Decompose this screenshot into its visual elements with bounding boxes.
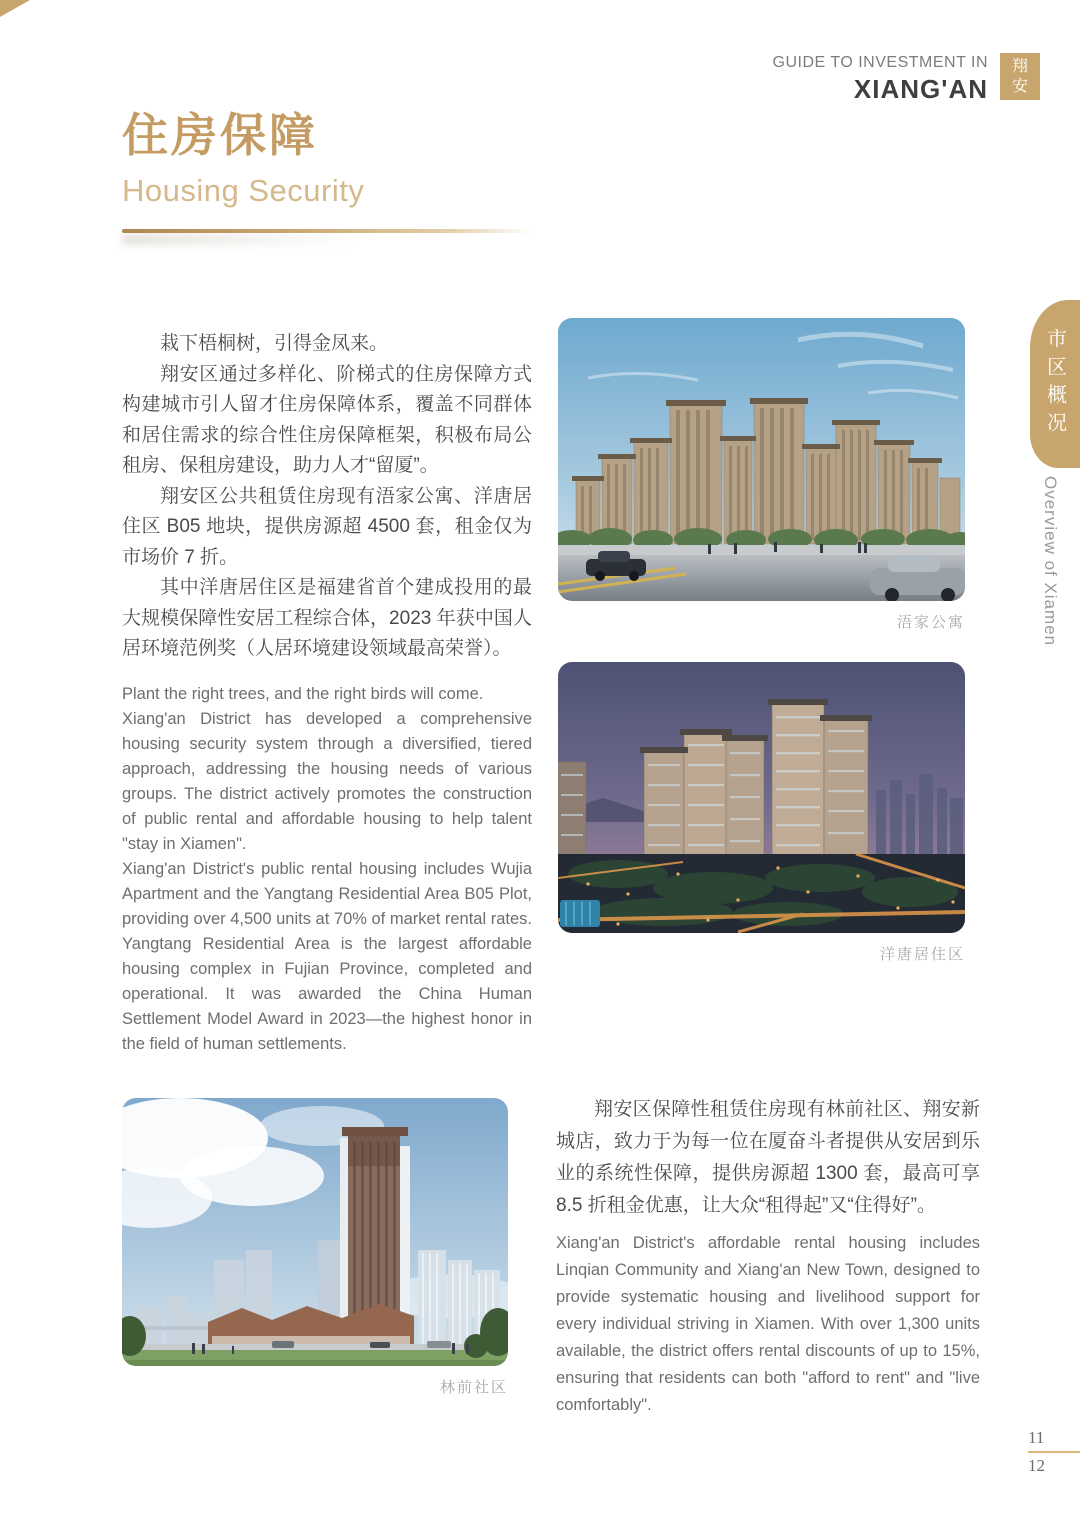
photo-caption: 浯家公寓: [896, 614, 965, 631]
header-kicker: GUIDE TO INVESTMENT IN: [772, 54, 988, 71]
logo-char-top: 翔: [1011, 57, 1028, 75]
article-paragraph-en: Plant the right trees, and the right birds will come.: [122, 684, 484, 703]
article-paragraph-en: Xiang'an District has developed a comprehensive housing security system through a diversified, tiered approach, addressing the housing needs of various groups. The district actively promotes the construction of public rental and affordable housing to help talent "stay in Xiamen".: [122, 709, 532, 853]
photo-linqian: [122, 1098, 508, 1397]
linqian-photo-art: [122, 1098, 508, 1366]
article-paragraph-zh: 翔安区公共租赁住房现有浯家公寓、洋唐居住区 B05 地块，提供房源超 4500 套，租金仅为市场价 7 折。: [122, 485, 532, 568]
bottom-zh: [556, 1094, 980, 1222]
sidebar-tab-label-zh: 市区概况: [1043, 328, 1066, 440]
photo-caption: 洋唐居住区: [879, 946, 965, 963]
page-number-bottom: 12: [1028, 1456, 1045, 1475]
title-underline: [122, 229, 532, 233]
article-column: [122, 329, 532, 1057]
title-block: [122, 110, 534, 245]
title-underline-shadow: [122, 234, 482, 245]
photo-caption: 林前社区: [439, 1379, 508, 1396]
corner-accent-triangle: [0, 0, 30, 17]
sidebar-tab: [1030, 300, 1080, 468]
xiangan-logo: [1000, 53, 1040, 100]
wujia-photo-art: [558, 318, 965, 601]
article-paragraph-zh: 翔安区通过多样化、阶梯式的住房保障方式构建城市引人留才住房保障体系，覆盖不同群体和居住需求的综合性住房保障框架，积极布局公租房、保租房建设，助力人才“留厦”。: [122, 363, 532, 476]
logo-char-bottom: 安: [1011, 77, 1028, 95]
header-title: XIANG'AN: [853, 74, 988, 104]
bottom-paragraph-zh: 翔安区保障性租赁住房现有林前社区、翔安新城店，致力于为每一位在厦奋斗者提供从安居到乐业的系统性保障，提供房源超 1300 套，最高可享 8.5 折租金优惠，让大众“租得起”又“住得好”。: [556, 1099, 980, 1216]
photo-yangtang: [558, 662, 965, 964]
article-paragraph-zh: 其中洋唐居住区是福建省首个建成投用的最大规模保障性安居工程综合体，2023 年获中国人居环境范例奖（人居环境建设领域最高荣誉）。: [122, 577, 532, 659]
page-number-top: 11: [1028, 1428, 1045, 1447]
yangtang-photo-art: [558, 662, 965, 933]
article-paragraph-en: Xiang'an District's public rental housing includes Wujia Apartment and the Yangtang Residential Area B05 Plot, providing over 4,500 units at 70% of market rental rates. Yangtang Residential Area is the largest affordable housing complex in Fujian Province, completed and operational. It was awarded the China Human Settlement Model Award in 2023—the highest honor in the field of human settlements.: [122, 859, 532, 1053]
bottom-en: [556, 1230, 980, 1419]
linqian-photo-image: [122, 1098, 508, 1366]
page-number-divider: [1028, 1451, 1080, 1453]
page-numbers: [1028, 1428, 1080, 1476]
yangtang-photo-image: [558, 662, 965, 933]
page-title-en: Housing Security: [122, 172, 365, 208]
sidebar-overview: [1020, 476, 1080, 706]
bottom-column: [556, 1094, 980, 1419]
header: [773, 54, 988, 105]
article-zh: [122, 329, 532, 665]
wujia-photo-image: [558, 318, 965, 601]
photo-wujia: [558, 318, 965, 632]
article-paragraph-zh: 栽下梧桐树，引得金凤来。: [160, 333, 389, 354]
page-title-zh: 住房保障: [122, 109, 318, 161]
article-en: [122, 682, 532, 1057]
sidebar-overview-label: Overview of Xiamen: [1041, 476, 1060, 647]
bottom-paragraph-en: Xiang'an District's affordable rental housing includes Linqian Community and Xiang'an New Town, designed to provide systematic housing and livelihood support for every individual striving in Xiamen. With over 1,300 units available, the district offers rental discounts of up to 15%, ensuring that residents can both "afford to rent" and "live comfortably".: [556, 1234, 980, 1414]
